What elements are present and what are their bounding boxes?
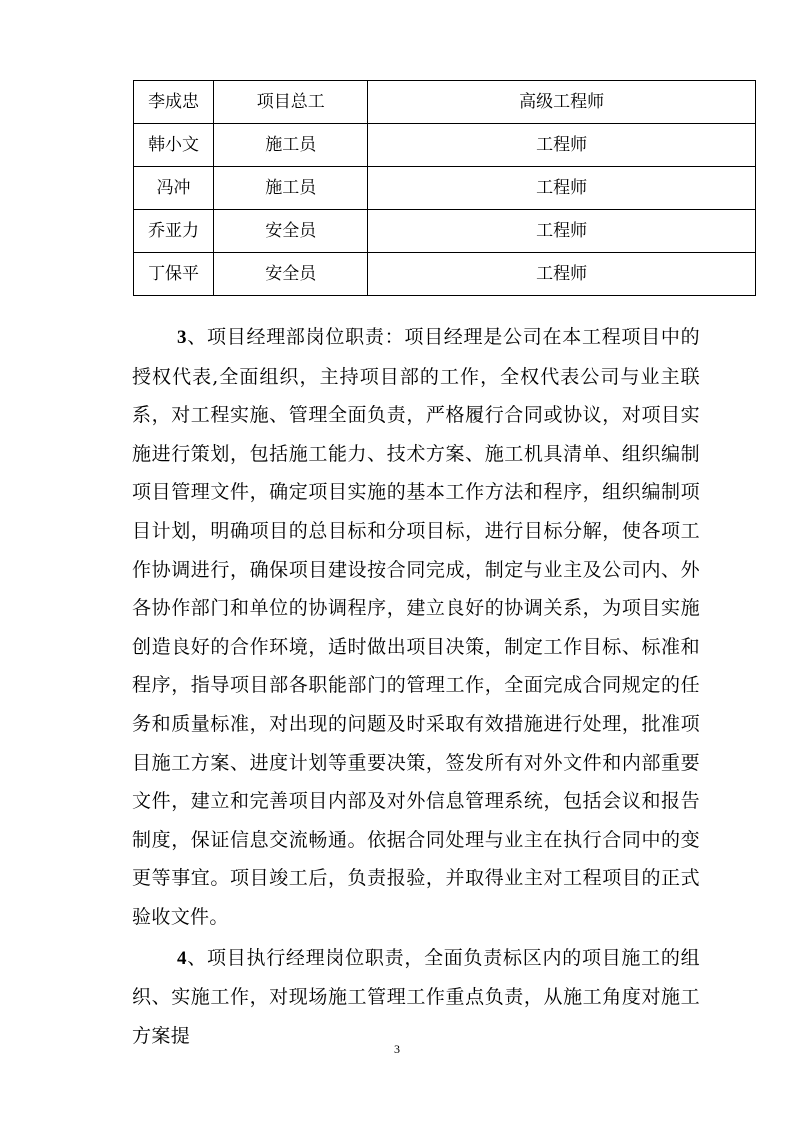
staff-role-cell: 安全员 [214,253,368,296]
staff-role-cell: 施工员 [214,167,368,210]
staff-title-cell: 工程师 [368,253,756,296]
staff-title-cell: 工程师 [368,167,756,210]
staff-table [133,80,756,296]
staff-role-cell: 项目总工 [214,81,368,124]
page-number: 3 [394,1042,400,1056]
table-row [134,81,756,124]
staff-title-cell: 工程师 [368,124,756,167]
section-4-number: 4 [177,947,187,969]
staff-name-cell: 韩小文 [134,124,214,167]
staff-role-cell: 安全员 [214,210,368,253]
staff-title-cell: 工程师 [368,210,756,253]
table-row [134,167,756,210]
section-4-text: 、项目执行经理岗位职责，全面负责标区内的项目施工的组织、实施工作，对现场施工管理工作重点负责，从施工角度对施工方案提 [132,946,700,1047]
section-3-text: 、项目经理部岗位职责：项目经理是公司在本工程项目中的授权代表,全面组织，主持项目部的工作，全权代表公司与业主联系，对工程实施、管理全面负责，严格履行合同或协议，对项目实施进行策划，包括施工能力、技术方案、施工机具清单、组织编制项目管理文件，确定项目实施的基本工作方法和程序，组织编制项目计划，明确项目的总目标和分项目标，进行目标分解，使各项工作协调进行，确保项目建设按合同完成，制定与业主及公司内、外各协作部门和单位的协调程序，建立良好的协调关系，为项目实施创造良好的合作环境，适时做出项目决策，制定工作目标、标准和程序，指导项目部各职能部门的管理工作，全面完成合同规定的任务和质量标准，对出现的问题及时采取有效措施进行处理，批准项目施工方案、进度计划等重要决策，签发所有对外文件和内部重要文件，建立和完善项目内部及对外信息管理系统，包括会议和报告制度，保证信息交流畅通。依据合同处理与业主在执行合同中的变更等事宜。项目竣工后，负责报验，并取得业主对工程项目的正式验收文件。 [132,326,700,928]
staff-role-cell: 施工员 [214,124,368,167]
table-row [134,124,756,167]
staff-title-cell: 高级工程师 [368,81,756,124]
staff-name-cell: 冯冲 [134,167,214,210]
staff-name-cell: 丁保平 [134,253,214,296]
section-4-paragraph [132,939,700,1056]
table-row [134,210,756,253]
section-3-number: 3 [177,327,187,348]
staff-name-cell: 乔亚力 [134,210,214,253]
staff-name-cell: 李成忠 [134,81,214,124]
section-3-paragraph [132,318,700,937]
body-text [132,318,700,1055]
table-row [134,253,756,296]
